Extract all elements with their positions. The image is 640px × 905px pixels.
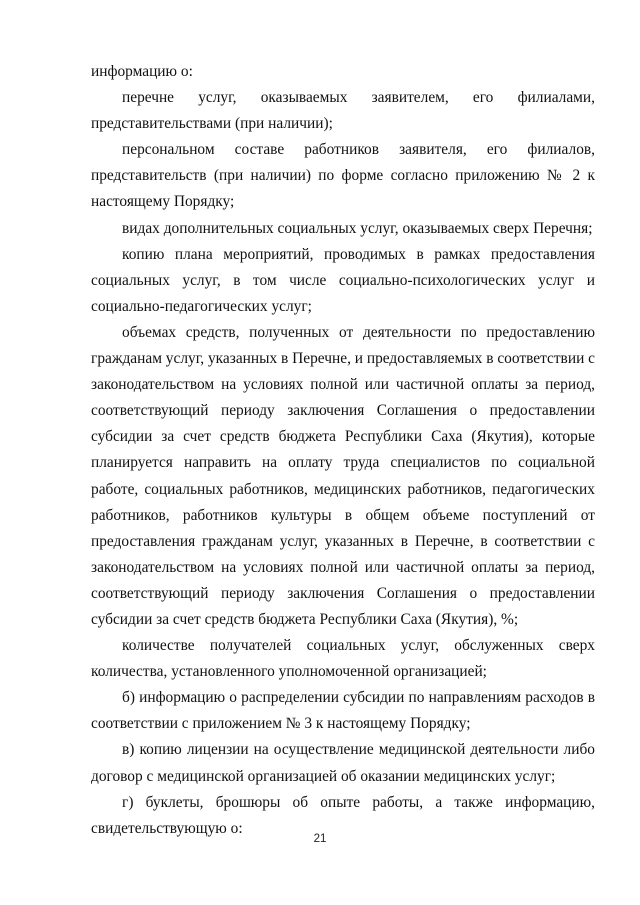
paragraph-services-list: перечне услуг, оказываемых заявителем, его филиалами, представительствами (при наличии); [91,89,595,133]
paragraph-activity-plan: копию плана мероприятий, проводимых в рамках предоставления социальных услуг, в том числе социально-психологических услуг и социально-педагогических услуг; [91,245,595,315]
paragraph-subsidy-distribution: б) информацию о распределении субсидии по направлениям расходов в соответствии с приложением № 3 к настоящему Порядку; [91,689,595,733]
paragraph-additional-services: видах дополнительных социальных услуг, оказываемых сверх Перечня; [122,219,593,237]
paragraph-intro: информацию о: [91,63,193,80]
paragraph-staff-composition: персональном составе работников заявителя, его филиалов, представительств (при наличии) по форме согласно приложению № 2 к настоящему Порядку; [91,141,595,211]
paragraph-medical-license: в) копию лицензии на осуществление медицинской деятельности либо договор с медицинской организацией об оказании медицинских услуг; [91,741,595,785]
paragraph-funds-volume: объемах средств, полученных от деятельности по предоставлению гражданам услуг, указанных в Перечне, и предоставляемых в соответствии с законодательством на условиях полной или частичной оплаты за период, соответствующий периоду заключения Соглашения о предоставлении субсидии за счет средств бюджета Республики Саха (Якутия), которые планируется направить на оплату труда специалистов по социальной работе, социальных работников, медицинских работников, педагогических работников, работников культуры в общем объеме поступлений от предоставления гражданам услуг, указанных в Перечне, в соответствии с законодательством на условиях полной или частичной оплаты за период, соответствующий периоду заключения Соглашения о предоставлении субсидии за счет средств бюджета Республики Саха (Якутия), %; [91,323,595,628]
paragraph-booklets: г) буклеты, брошюры об опыте работы, а также информацию, свидетельствующую о: [91,793,595,837]
document-body [91,59,595,842]
page-number: 21 [313,833,327,845]
paragraph-recipients-count: количестве получателей социальных услуг, обслуженных сверх количества, установленного уполномоченной организацией; [91,637,595,681]
